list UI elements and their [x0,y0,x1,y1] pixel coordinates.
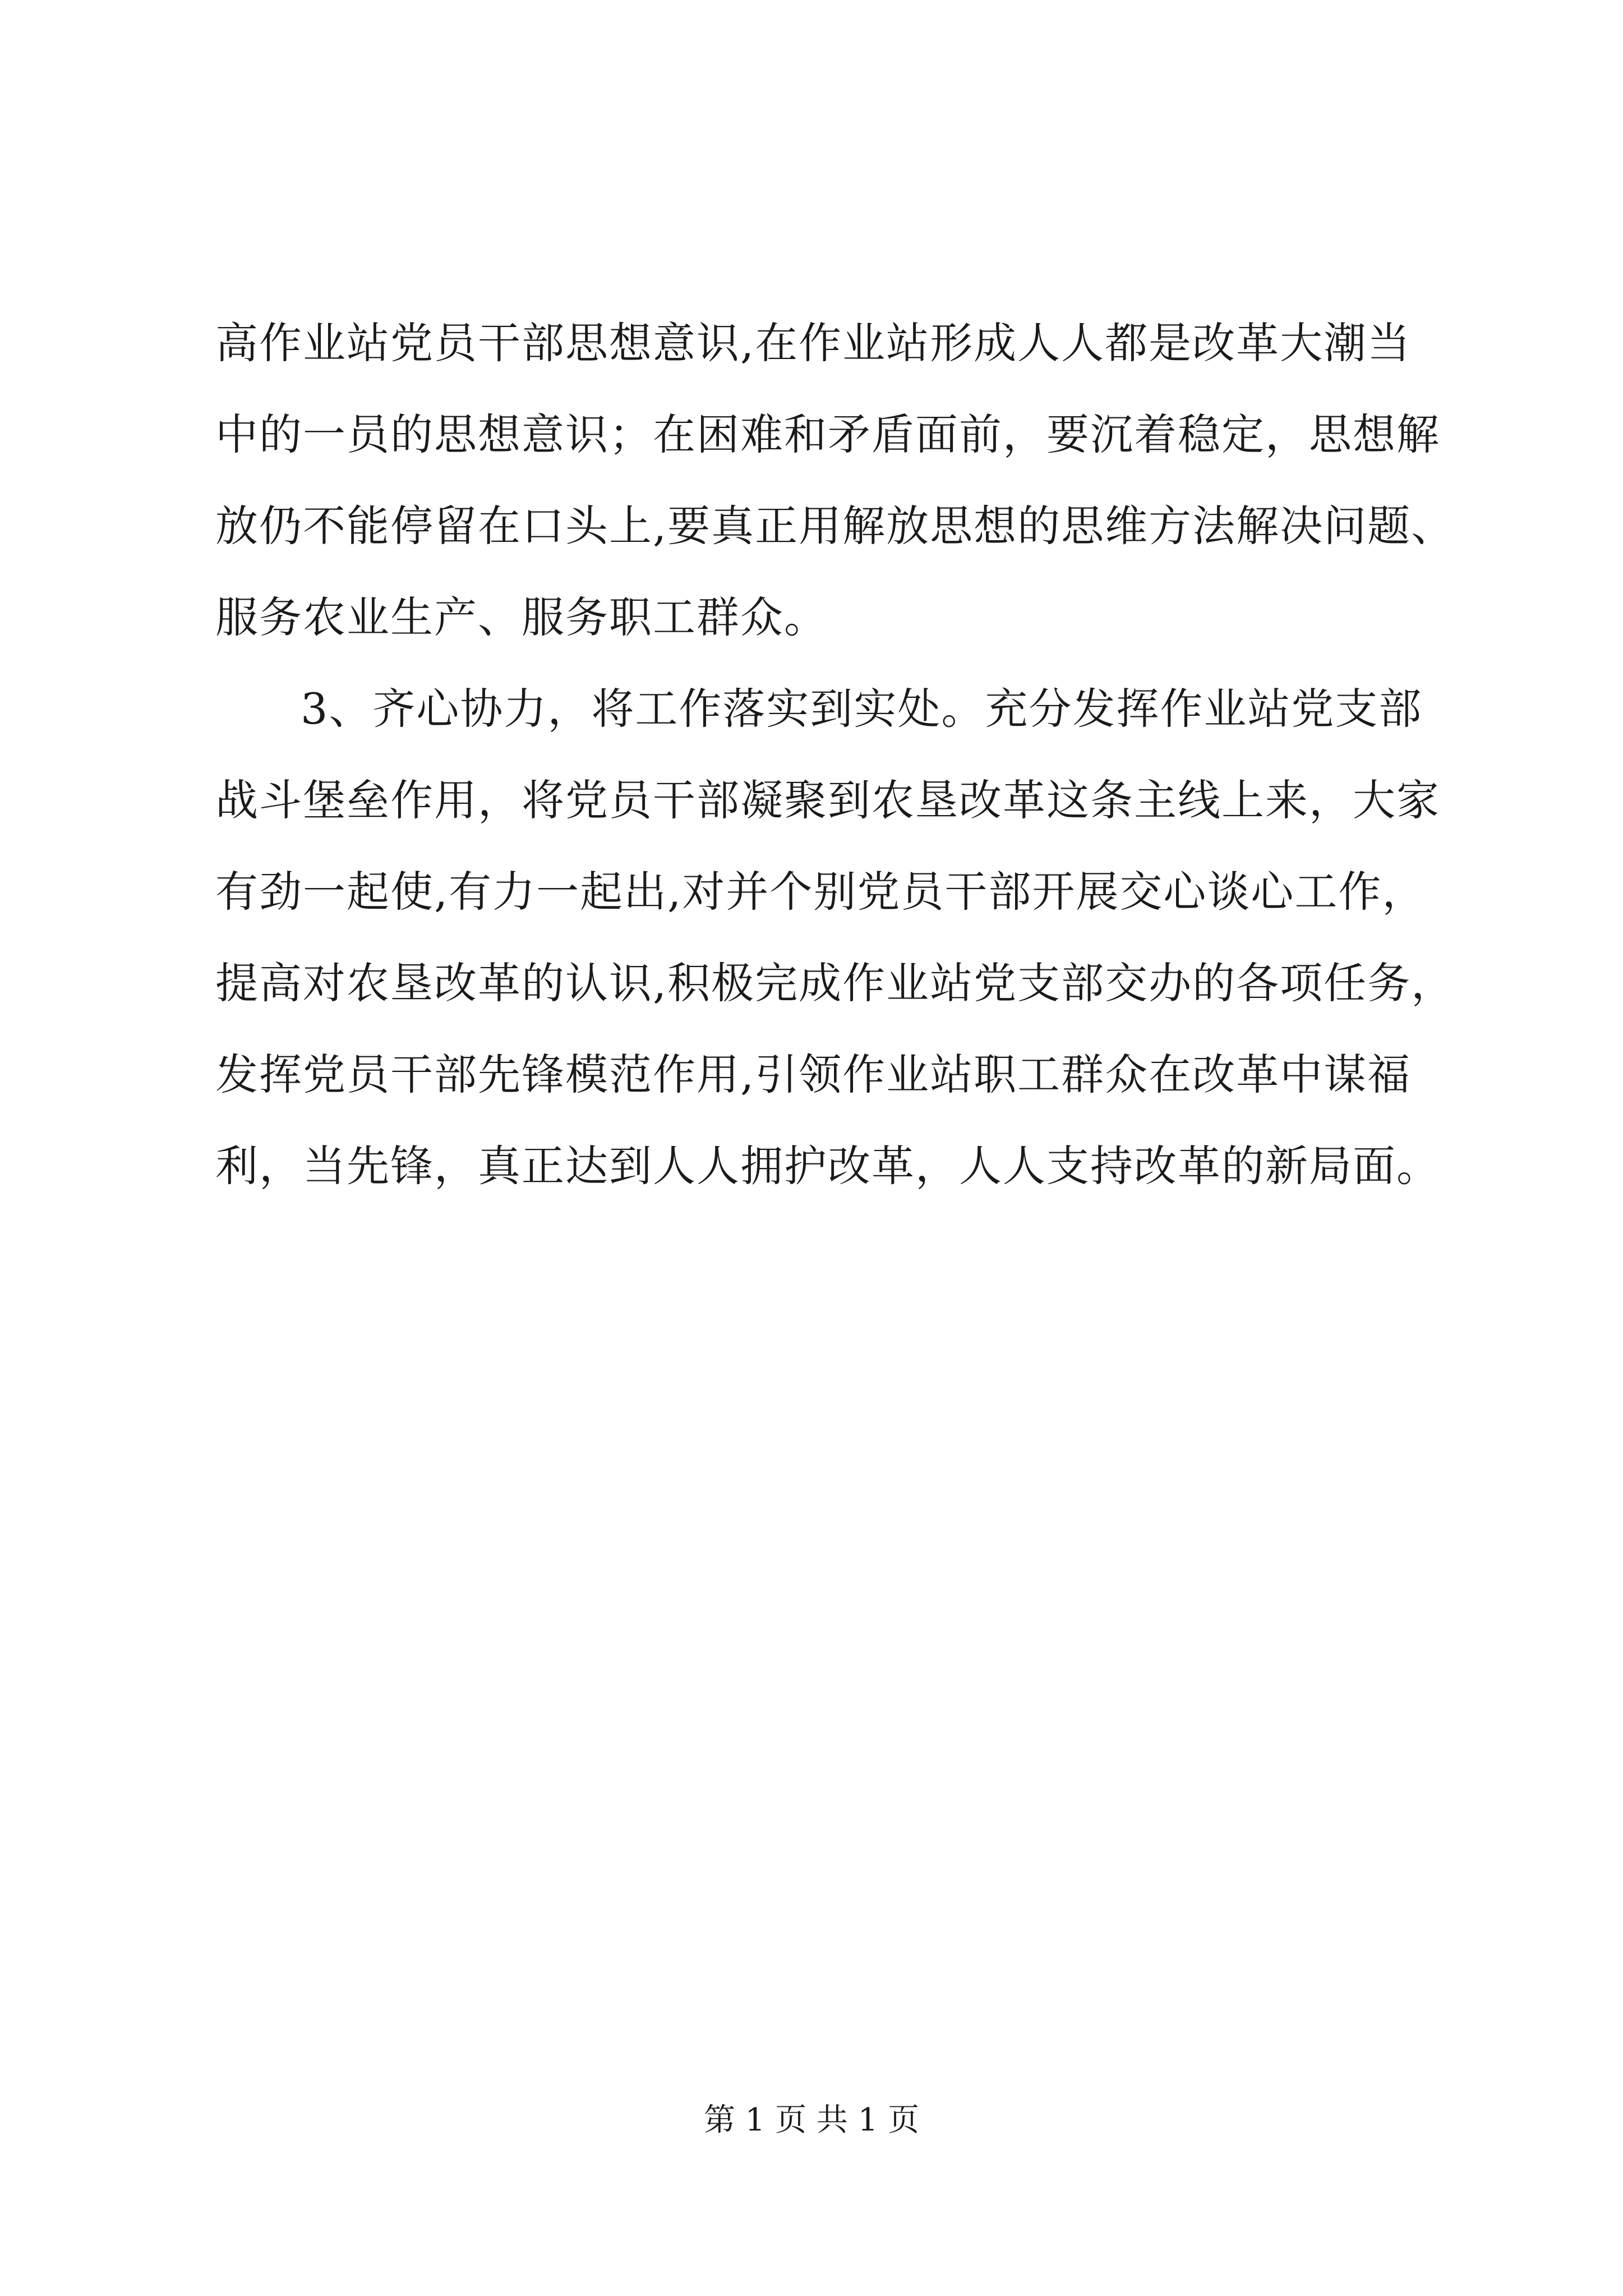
document-body [215,297,1494,1212]
text-line: 服务农业生产、服务职工群众。 [215,592,828,642]
text-line: 高作业站党员干部思想意识,在作业站形成人人都是改革大潮当 [215,318,1412,368]
text-line: 战斗堡垒作用，将党员干部凝聚到农垦改革这条主线上来，大家 [215,775,1440,825]
paragraph-2 [215,663,1494,1212]
paragraph-1 [215,297,1494,663]
text-line: 有劲一起使,有力一起出,对并个别党员干部开展交心谈心工作， [215,867,1426,917]
text-line: 放仍不能停留在口头上,要真正用解放思想的思维方法解决问题、 [215,501,1455,551]
text-line: 利，当先锋，真正达到人人拥护改革，人人支持改革的新局面。 [215,1141,1440,1191]
text-line: 3、齐心协力，将工作落实到实处。充分发挥作业站党支部 [301,684,1423,734]
page-footer: 第 1 页 共 1 页 [703,2102,920,2138]
text-line: 发挥党员干部先锋模范作用,引领作业站职工群众在改革中谋福 [215,1050,1412,1099]
text-line: 中的一员的思想意识；在困难和矛盾面前，要沉着稳定，思想解 [215,409,1440,459]
text-line: 提高对农垦改革的认识,积极完成作业站党支部交办的各项任务， [215,958,1455,1008]
